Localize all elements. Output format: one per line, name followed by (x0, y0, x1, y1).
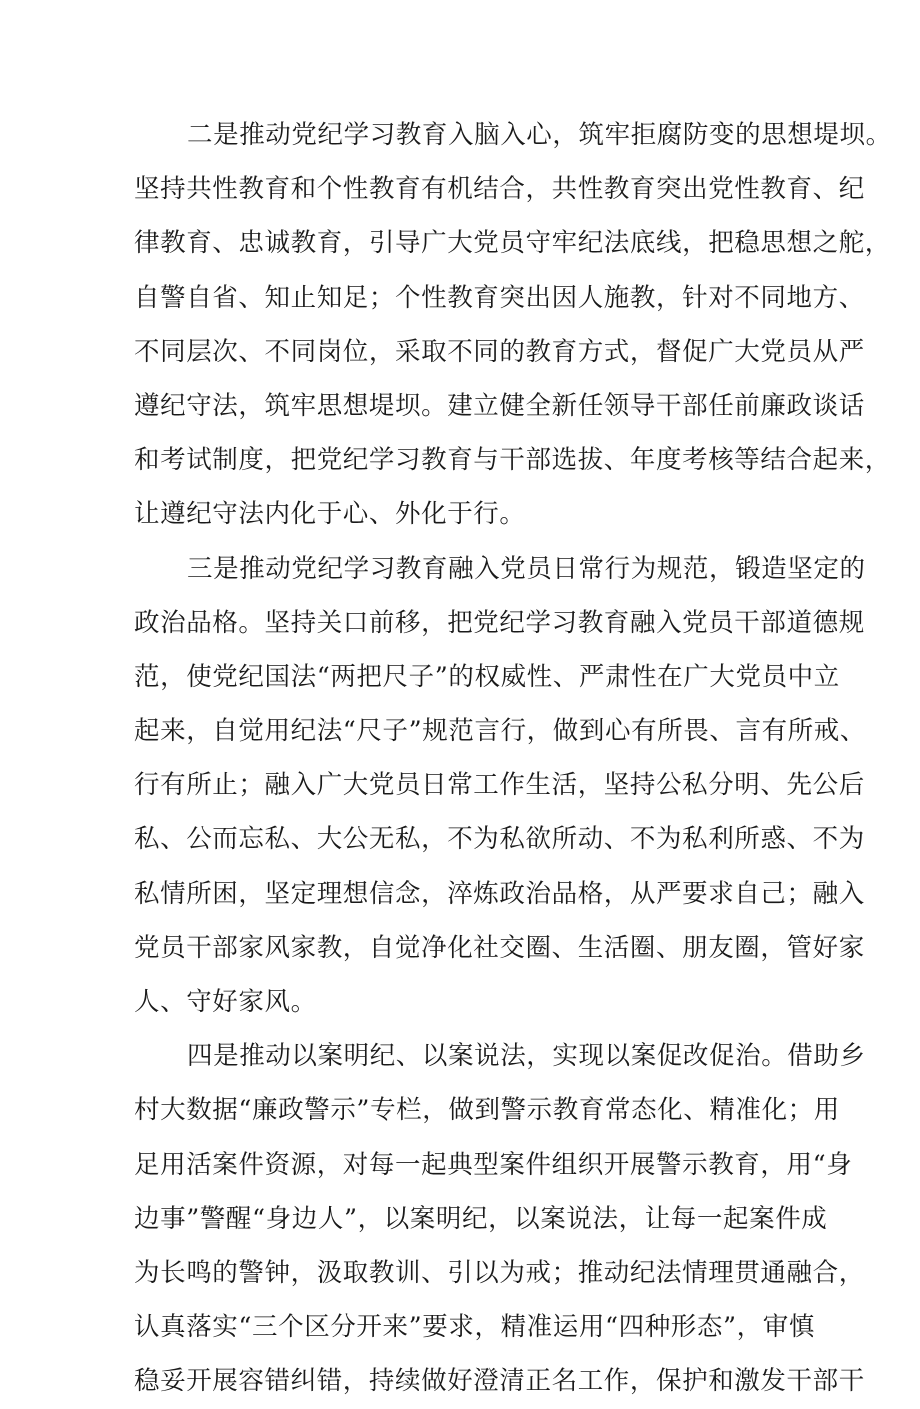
paragraph-3-line-3: 足用活案件资源，对每一起典型案件组织开展警示教育，用“身 (134, 1149, 853, 1180)
paragraph-1-line-4: 自警自省、知止知足；个性教育突出因人施教，针对不同地方、 (134, 282, 865, 313)
paragraph-2-line-8: 党员干部家风家教，自觉净化社交圈、生活圈、朋友圈，管好家 (134, 932, 865, 963)
paragraph-3-line-7: 稳妥开展容错纠错，持续做好澄清正名工作，保护和激发干部干 (134, 1366, 865, 1397)
paragraph-3-line-5: 为长鸣的警钟，汲取教训、引以为戒；推动纪法情理贯通融合， (134, 1257, 865, 1288)
paragraph-2-line-9: 人、守好家风。 (134, 987, 317, 1017)
paragraph-2-line-6: 私、公而忘私、大公无私，不为私欲所动、不为私利所惑、不为 (134, 824, 865, 855)
paragraph-2-line-3: 范，使党纪国法“两把尺子”的权威性、严肃性在广大党员中立 (134, 661, 840, 692)
paragraph-3-line-2: 村大数据“廉政警示”专栏，做到警示教育常态化、精准化；用 (134, 1095, 840, 1126)
paragraph-1-line-2: 坚持共性教育和个性教育有机结合，共性教育突出党性教育、纪 (134, 174, 865, 205)
paragraph-1-line-3: 律教育、忠诚教育，引导广大党员守牢纪法底线，把稳思想之舵， (134, 228, 891, 259)
paragraph-1-line-1: 二是推动党纪学习教育入脑入心，筑牢拒腐防变的思想堤坝。 (187, 120, 892, 150)
paragraph-2-line-2: 政治品格。坚持关口前移，把党纪学习教育融入党员干部道德规 (134, 607, 865, 638)
paragraph-1-line-6: 遵纪守法，筑牢思想堤坝。建立健全新任领导干部任前廉政谈话 (134, 390, 865, 421)
paragraph-1-line-7: 和考试制度，把党纪学习教育与干部选拔、年度考核等结合起来， (134, 445, 891, 476)
document-body (134, 108, 892, 1409)
paragraph-3-line-4: 边事”警醒“身边人”，以案明纪，以案说法，让每一起案件成 (134, 1203, 828, 1234)
paragraph-2-line-1: 三是推动党纪学习教育融入党员日常行为规范，锻造坚定的 (187, 553, 866, 584)
paragraph-2-line-4: 起来，自觉用纪法“尺子”规范言行，做到心有所畏、言有所戒、 (134, 716, 866, 747)
paragraph-2-line-7: 私情所困，坚定理想信念，淬炼政治品格，从严要求自己；融入 (134, 878, 865, 909)
paragraph-1-line-5: 不同层次、不同岗位，采取不同的教育方式，督促广大党员从严 (134, 336, 865, 367)
paragraph-3-line-6: 认真落实“三个区分开来”要求，精准运用“四种形态”，审慎 (134, 1312, 815, 1343)
paragraph-1-line-8: 让遵纪守法内化于心、外化于行。 (134, 499, 526, 530)
paragraph-2-line-5: 行有所止；融入广大党员日常工作生活，坚持公私分明、先公后 (134, 770, 865, 801)
paragraph-3-line-1: 四是推动以案明纪、以案说法，实现以案促改促治。借助乡 (187, 1041, 866, 1072)
